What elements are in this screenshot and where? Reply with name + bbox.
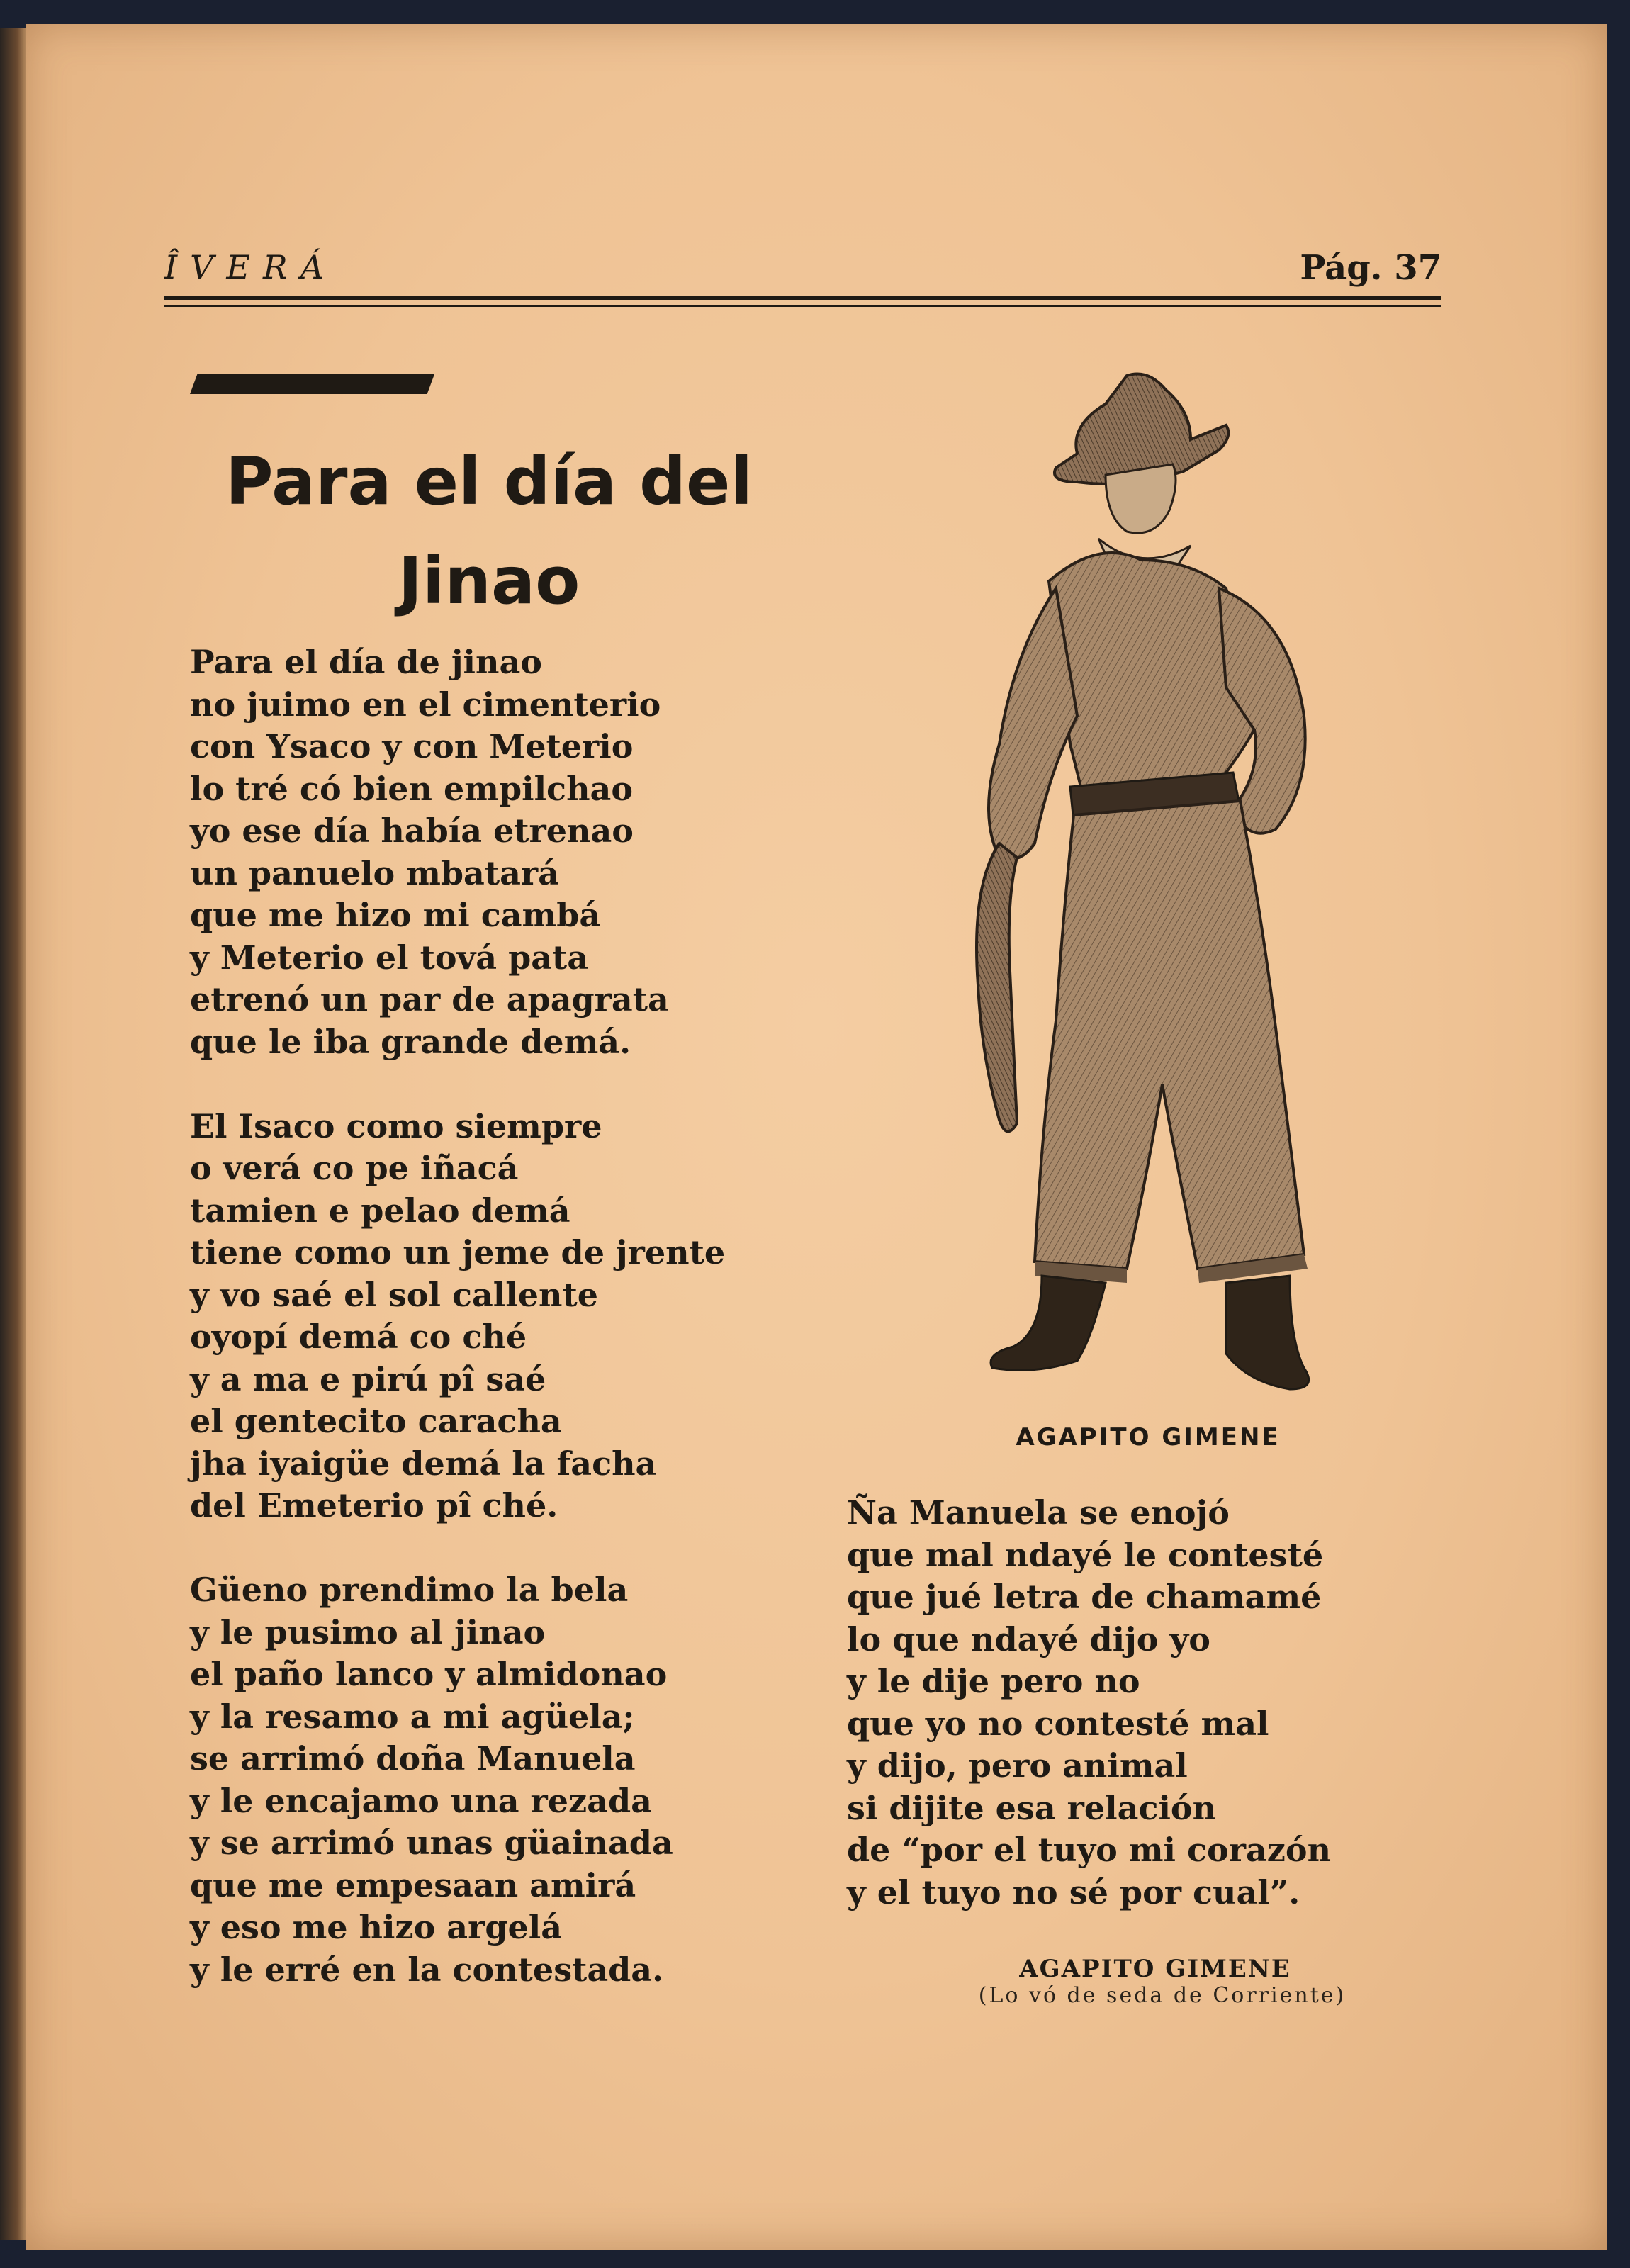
verse-line: oyopí demá co ché	[190, 1318, 527, 1356]
verse-line: y le dije pero no	[847, 1662, 1140, 1700]
header-rule-thick	[164, 296, 1441, 300]
verse-line: tiene como un jeme de jrente	[190, 1233, 726, 1271]
verse-line: y vo saé el sol callente	[190, 1275, 598, 1314]
verse-line: un panuelo mbatará	[190, 853, 559, 892]
verse-line: y la resamo a mi agüela;	[190, 1697, 635, 1736]
verse-line: y el tuyo no sé por cual”.	[847, 1873, 1300, 1911]
verse-line: y dijo, pero animal	[847, 1746, 1188, 1785]
article-title-line1: Para el día del	[225, 444, 753, 520]
verse-line: lo tré có bien empilchao	[190, 769, 633, 808]
gaucho-illustration	[893, 347, 1403, 1396]
article-title	[177, 432, 801, 631]
hat	[1055, 374, 1228, 484]
verse-line: y eso me hizo argelá	[190, 1908, 563, 1946]
verse-line: y le pusimo al jinao	[190, 1612, 546, 1651]
face	[1106, 464, 1176, 533]
verse-line: que mal ndayé le contesté	[847, 1535, 1324, 1574]
verse-line: no juimo en el cimenterio	[190, 685, 661, 724]
stanza-3	[190, 1569, 799, 1991]
verse-line: si dijite esa relación	[847, 1788, 1217, 1827]
verse-line: Para el día de jinao	[190, 643, 542, 681]
trousers	[1035, 801, 1304, 1269]
verse-line: que me empesaan amirá	[190, 1865, 636, 1904]
previous-page-edge	[0, 28, 28, 2240]
verse-line: jha iyaigüe demá la facha	[190, 1444, 657, 1483]
verse-line: el paño lanco y almidonao	[190, 1655, 668, 1693]
header-rule-thin	[164, 305, 1441, 307]
left-arm	[989, 588, 1077, 860]
verse-line: del Emeterio pî ché.	[190, 1486, 558, 1525]
verse-line: y le erré en la contestada.	[190, 1950, 664, 1989]
verse-line: se arrimó doña Manuela	[190, 1739, 636, 1778]
verse-line: y a ma e pirú pî saé	[190, 1359, 546, 1398]
author-signature: AGAPITO GIMENE	[1019, 1955, 1291, 1983]
page-number: Pág. 37	[1300, 248, 1441, 288]
author-source: (Lo vó de seda de Corriente)	[978, 1983, 1347, 2008]
verse-line: que yo no contesté mal	[847, 1704, 1269, 1743]
verse-line: que jué letra de chamamé	[847, 1578, 1322, 1616]
page-header	[164, 248, 1441, 291]
verse-line: yo ese día había etrenao	[190, 812, 634, 850]
article-title-line2: Jinao	[398, 543, 580, 619]
verse-line: El Isaco como siempre	[190, 1106, 602, 1145]
illustration-caption: AGAPITO GIMENE	[1016, 1423, 1281, 1452]
verse-line: y le encajamo una rezada	[190, 1781, 652, 1820]
poem-right-column	[847, 1492, 1428, 1914]
whip	[977, 843, 1017, 1131]
verse-line: Güeno prendimo la bela	[190, 1571, 629, 1609]
verse-line: tamien e pelao demá	[190, 1191, 570, 1230]
verse-line: que le iba grande demá.	[190, 1022, 631, 1061]
verse-line: y se arrimó unas güainada	[190, 1824, 673, 1862]
verse-line: y Meterio el tová pata	[190, 938, 589, 977]
right-boot	[1226, 1276, 1309, 1389]
verse-line: que me hizo mi cambá	[190, 896, 601, 934]
stanza-2	[190, 1106, 799, 1527]
verse-line: etrenó un par de apagrata	[190, 980, 669, 1018]
journal-name: ÎVERÁ	[164, 248, 337, 286]
left-boot	[991, 1276, 1106, 1370]
verse-line: de “por el tuyo mi corazón	[847, 1831, 1332, 1869]
verse-line: el gentecito caracha	[190, 1402, 562, 1440]
poem-left-column	[190, 641, 799, 2033]
verse-line: o verá co pe iñacá	[190, 1149, 519, 1187]
verse-line: lo que ndayé dijo yo	[847, 1619, 1210, 1658]
verse-line: con Ysaco y con Meterio	[190, 727, 634, 765]
title-decoration-bar	[190, 374, 434, 394]
verse-line: Ña Manuela se enojó	[847, 1493, 1230, 1532]
stanza-1	[190, 641, 799, 1063]
